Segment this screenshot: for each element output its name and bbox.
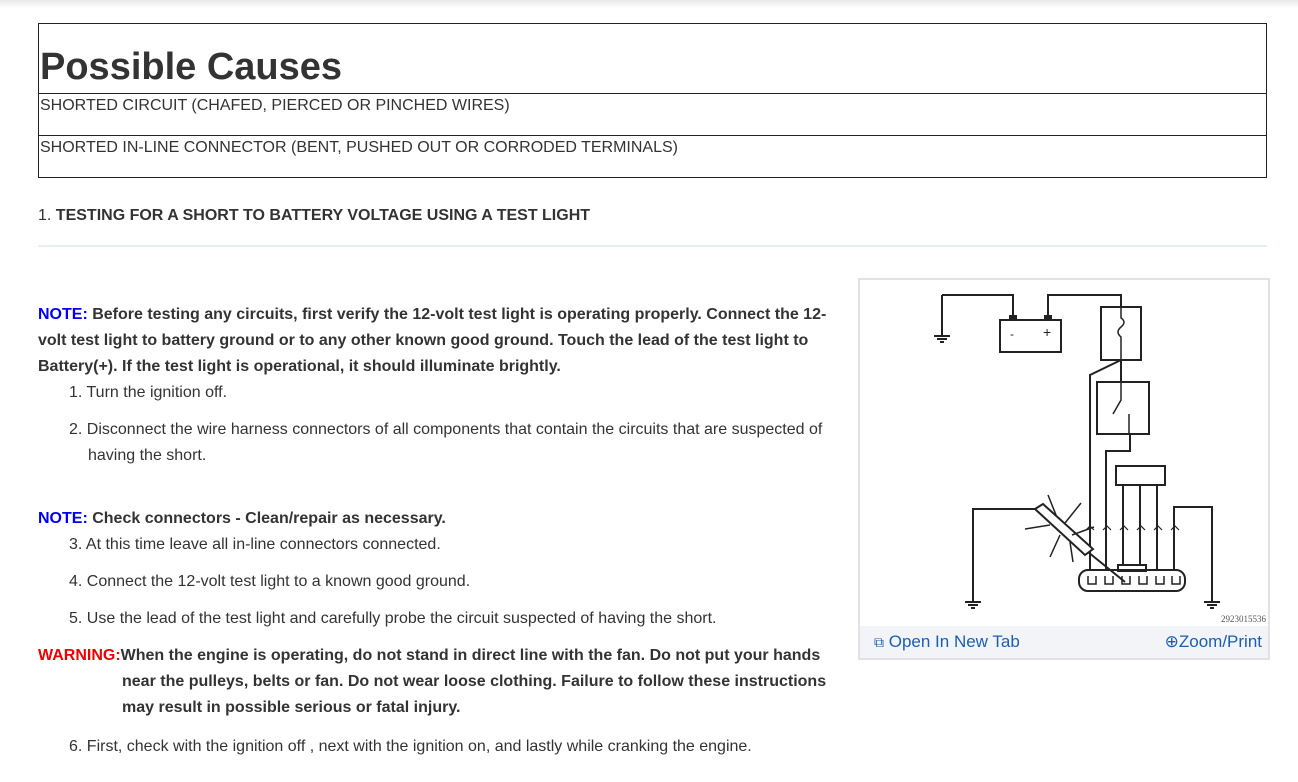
procedure <box>38 302 853 760</box>
figure-footer <box>860 626 1268 658</box>
note <box>38 506 853 532</box>
divider <box>38 245 1267 247</box>
step: 1. Turn the ignition off. <box>69 384 228 401</box>
section-title: TESTING FOR A SHORT TO BATTERY VOLTAGE USING A TEST LIGHT <box>55 207 591 224</box>
ground-icon <box>1204 602 1220 608</box>
warning <box>38 643 853 721</box>
ground-icon <box>965 602 981 608</box>
step: 3. At this time leave all in-line connectors connected. <box>69 536 441 553</box>
section-number: 1. <box>38 207 56 224</box>
warning-text: When the engine is operating, do not stand in direct line with the fan. Do not put your hands near the pulleys, belts or fan. Do not wear loose clothing. Failure to follow these instructions may result in possible serious or fatal injury. <box>120 647 827 716</box>
switch <box>1097 382 1149 434</box>
open-tab-label: Open In New Tab <box>888 632 1020 651</box>
note <box>38 302 853 380</box>
note-label: NOTE: <box>38 510 88 527</box>
section-heading <box>38 207 590 225</box>
component <box>1116 466 1165 485</box>
step: 6. First, check with the ignition off , next with the ignition on, and lastly while cranking the engine. <box>69 738 752 755</box>
wiring-diagram-figure <box>858 278 1270 660</box>
zoom-label: Zoom/Print <box>1178 632 1262 651</box>
warning-label: WARNING: <box>38 647 121 664</box>
note-text: Check connectors - Clean/repair as necessary. <box>87 510 446 527</box>
step: 2. Disconnect the wire harness connectors of all components that contain the circuits that are suspected of having the short. <box>69 421 823 464</box>
open-in-new-tab-link[interactable] <box>874 632 1020 652</box>
zoom-print-link[interactable] <box>1165 632 1262 652</box>
open-tab-icon: ⧉ <box>874 634 884 650</box>
connector <box>1079 570 1185 591</box>
step: 4. Connect the 12-volt test light to a known good ground. <box>69 573 471 590</box>
wiring-diagram <box>860 280 1268 625</box>
note-label: NOTE: <box>38 306 88 323</box>
top-shadow <box>0 0 1298 8</box>
ground-icon <box>934 295 950 342</box>
step: 5. Use the lead of the test light and carefully probe the circuit suspected of having the short. <box>69 610 717 627</box>
figure-id: 2923015536 <box>1221 614 1266 624</box>
cause-row: SHORTED IN-LINE CONNECTOR (BENT, PUSHED OUT OR CORRODED TERMINALS) <box>39 136 1267 178</box>
zoom-icon: ⊕ <box>1164 632 1179 651</box>
possible-causes-title: Possible Causes <box>39 24 1267 94</box>
note-text: Before testing any circuits, first verify the 12-volt test light is operating properly. Connect the 12-volt test light to battery ground or to any other known good ground. Touch the lead of the test light to Battery(+). If the test light is operational, it should illuminate brightly. <box>38 306 827 375</box>
cause-row: SHORTED CIRCUIT (CHAFED, PIERCED OR PINCHED WIRES) <box>39 94 1267 136</box>
possible-causes-table <box>38 23 1267 178</box>
test-light-icon <box>1025 495 1125 582</box>
battery-minus-label: - <box>1010 327 1014 341</box>
battery-plus-label: + <box>1043 324 1052 340</box>
